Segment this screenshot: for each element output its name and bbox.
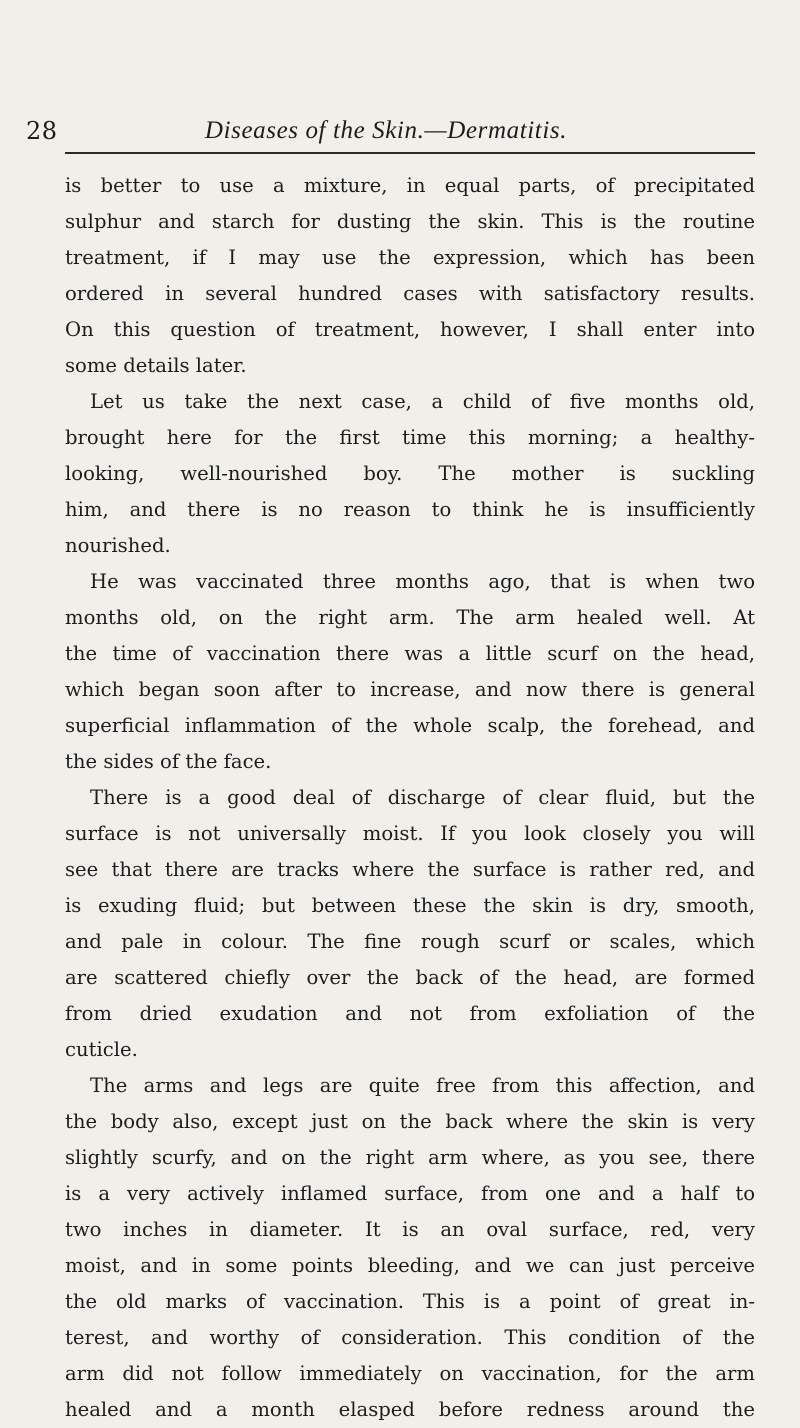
paragraph-first-line: Let us take the next case, a child of five months old, — [90, 390, 755, 413]
text-line: moist, and in some points bleeding, and we can just perceive — [65, 1254, 755, 1277]
text-line: surface is not universally moist. If you look closely you will — [65, 822, 755, 845]
text-line: months old, on the right arm. The arm healed well. At — [65, 606, 755, 629]
text-line: sulphur and starch for dusting the skin. This is the routine — [65, 210, 755, 233]
page-number: 28 — [26, 117, 58, 145]
text-line: see that there are tracks where the surface is rather red, and — [65, 858, 755, 881]
text-line: which began soon after to increase, and now there is general — [65, 678, 755, 701]
text-line: the time of vaccination there was a little scurf on the head, — [65, 642, 755, 665]
text-line: is better to use a mixture, in equal parts, of precipitated — [65, 174, 755, 197]
text-line: and pale in colour. The fine rough scurf or scales, which — [65, 930, 755, 953]
text-line: ordered in several hundred cases with satisfactory results. — [65, 282, 755, 305]
text-line: healed and a month elasped before redness around the — [65, 1398, 755, 1421]
text-line: brought here for the first time this morning; a healthy- — [65, 426, 755, 449]
text-line: cuticle. — [65, 1038, 138, 1061]
text-line: the old marks of vaccination. This is a point of great in- — [65, 1290, 755, 1313]
text-line: some details later. — [65, 354, 247, 377]
text-line: the body also, except just on the back where the skin is very — [65, 1110, 755, 1133]
text-line: him, and there is no reason to think he is insufficiently — [65, 498, 755, 521]
text-line: looking, well-nourished boy. The mother is suckling — [65, 462, 755, 485]
text-line: treatment, if I may use the expression, which has been — [65, 246, 755, 269]
header-rule — [65, 152, 755, 154]
paragraph-first-line: There is a good deal of discharge of clear fluid, but the — [90, 786, 755, 809]
running-title: Diseases of the Skin.—Dermatitis. — [204, 117, 568, 144]
paragraph-first-line: He was vaccinated three months ago, that is when two — [90, 570, 755, 593]
text-line: from dried exudation and not from exfoliation of the — [65, 1002, 755, 1025]
text-line: arm did not follow immediately on vaccination, for the arm — [65, 1362, 755, 1385]
text-line: On this question of treatment, however, I shall enter into — [65, 318, 755, 341]
text-line: nourished. — [65, 534, 171, 557]
text-line: are scattered chiefly over the back of the head, are formed — [65, 966, 755, 989]
body-text — [65, 168, 755, 1421]
paragraph-first-line: The arms and legs are quite free from this affection, and — [90, 1074, 755, 1097]
running-head — [26, 114, 746, 148]
text-line: terest, and worthy of consideration. This condition of the — [65, 1326, 755, 1349]
text-line: slightly scurfy, and on the right arm where, as you see, there — [65, 1146, 755, 1169]
text-line: superficial inflammation of the whole scalp, the forehead, and — [65, 714, 755, 737]
text-line: is exuding fluid; but between these the skin is dry, smooth, — [65, 894, 755, 917]
text-line: is a very actively inflamed surface, from one and a half to — [65, 1182, 755, 1205]
text-line: two inches in diameter. It is an oval surface, red, very — [65, 1218, 755, 1241]
text-line: the sides of the face. — [65, 750, 272, 773]
